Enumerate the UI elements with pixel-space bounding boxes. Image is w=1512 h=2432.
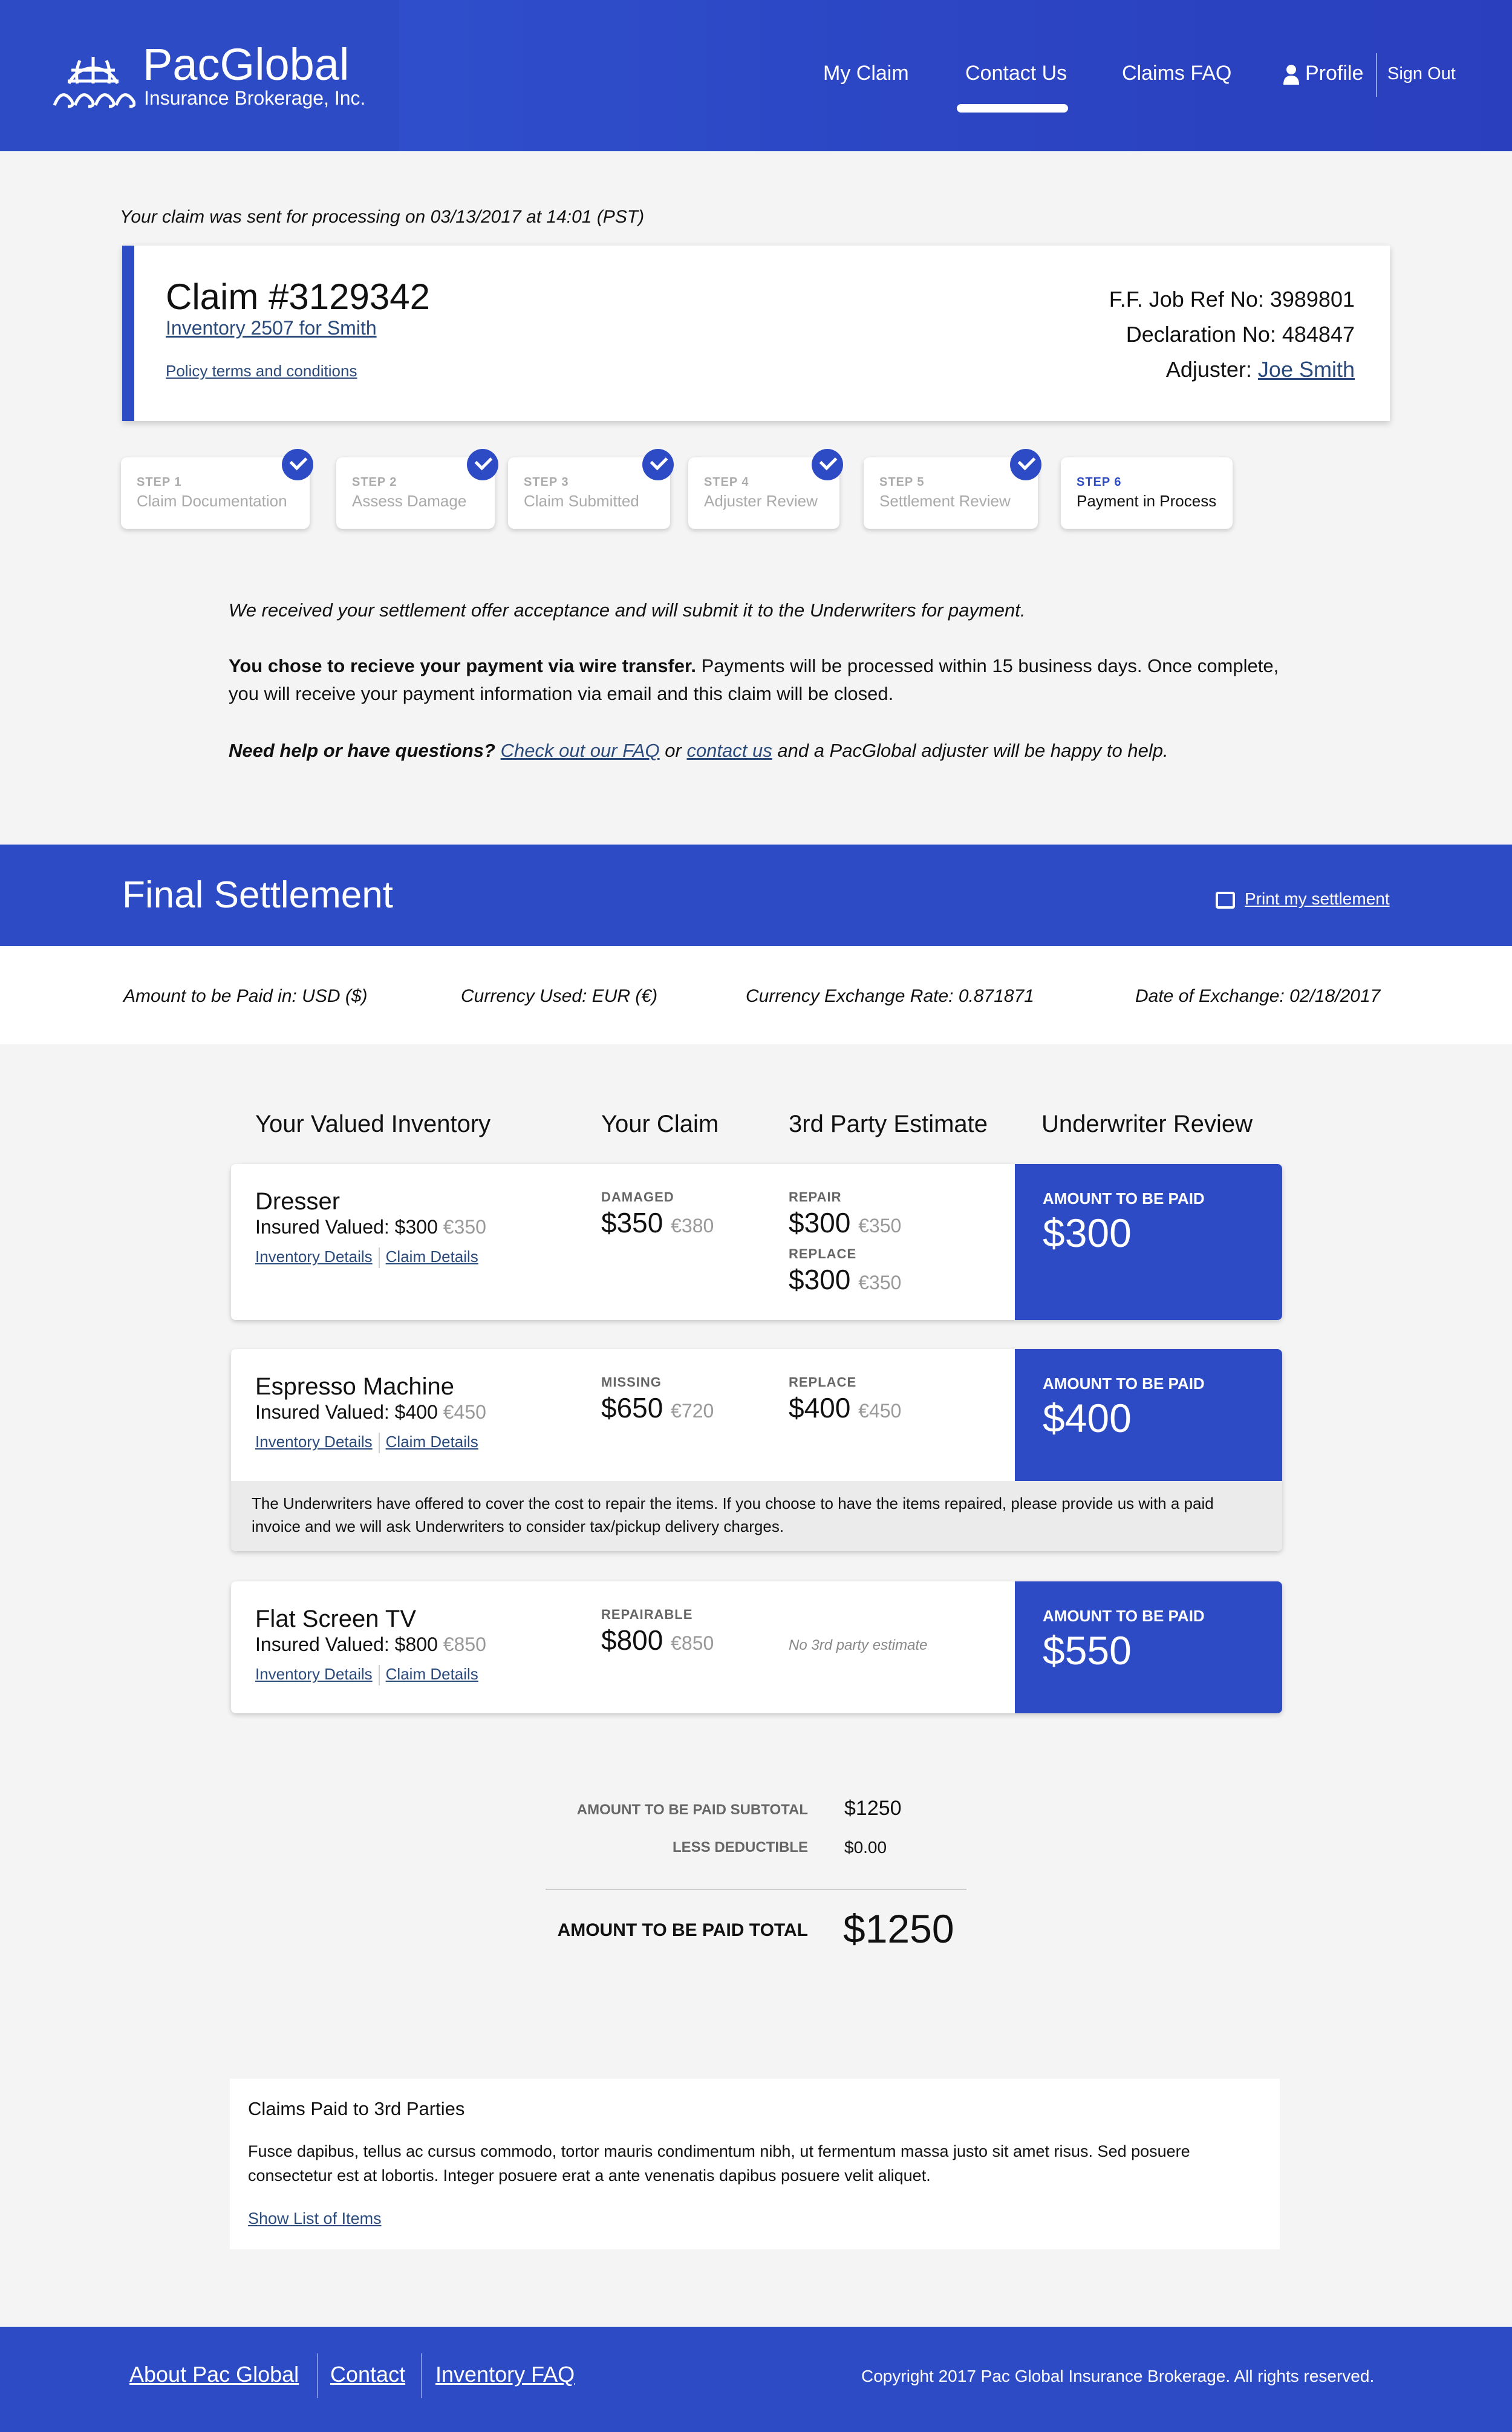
estimate-replace-value <box>789 1391 901 1424</box>
claim-usd: $800 <box>601 1624 663 1656</box>
job-ref-number: F.F. Job Ref No: 3989801 <box>1109 287 1355 312</box>
payment-method-bold: You chose to recieve your payment via wire transfer. <box>229 655 697 676</box>
deductible-value: $0.00 <box>844 1838 887 1857</box>
payment-method-message <box>229 652 1299 708</box>
col-underwriter-review: Underwriter Review <box>1041 1111 1253 1137</box>
footer-inventory-faq-link[interactable]: Inventory FAQ <box>435 2362 575 2387</box>
link-separator <box>379 1247 380 1268</box>
adjuster-link[interactable]: Joe Smith <box>1257 357 1355 382</box>
step-2[interactable] <box>336 457 495 529</box>
claim-usd: $650 <box>601 1392 663 1424</box>
step-label: Assess Damage <box>352 492 467 510</box>
contact-us-link[interactable]: contact us <box>686 740 772 761</box>
link-separator <box>379 1665 380 1685</box>
item-name: Espresso Machine <box>255 1373 455 1400</box>
link-separator <box>379 1433 380 1453</box>
nav-active-indicator <box>957 104 1068 113</box>
item-card-espresso-machine <box>231 1349 1282 1551</box>
step-number: STEP 3 <box>524 476 569 489</box>
print-settlement-link[interactable] <box>1216 889 1390 909</box>
amount-paid-value: $300 <box>1043 1211 1132 1255</box>
check-icon <box>282 449 313 480</box>
final-settlement-header <box>0 845 1512 946</box>
third-party-title: Claims Paid to 3rd Parties <box>248 2098 465 2119</box>
no-estimate-text: No 3rd party estimate <box>789 1637 928 1653</box>
estimate-repair-value <box>789 1206 901 1239</box>
total-value: $1250 <box>843 1906 954 1951</box>
underwriter-note: The Underwriters have offered to cover the cost to repair the items. If you choose to have the items repaired, please provide us with a paid invoice and we will ask Underwriters to consider tax/pickup delivery charges. <box>231 1481 1282 1551</box>
estimate-usd: $300 <box>789 1264 851 1295</box>
footer-copyright: Copyright 2017 Pac Global Insurance Brokerage. All rights reserved. <box>861 2367 1375 2385</box>
nav-sign-out[interactable]: Sign Out <box>1387 64 1456 83</box>
claim-eur: €380 <box>671 1215 714 1237</box>
insured-usd: $800 <box>394 1633 438 1655</box>
adjuster-line <box>1109 352 1355 387</box>
step-number: STEP 2 <box>352 476 397 489</box>
help-message <box>229 737 1299 765</box>
claim-details-link[interactable]: Claim Details <box>385 1247 478 1266</box>
insured-label: Insured Valued: <box>255 1216 395 1238</box>
final-settlement-title: Final Settlement <box>122 874 393 916</box>
deductible-label: LESS DEDUCTIBLE <box>672 1839 808 1855</box>
subtotal-value: $1250 <box>844 1797 902 1820</box>
estimate-usd: $400 <box>789 1392 851 1424</box>
item-links <box>255 1665 484 1685</box>
help-rest: and a PacGlobal adjuster will be happy to help. <box>772 740 1168 761</box>
adjuster-label: Adjuster: <box>1165 357 1258 382</box>
total-label: AMOUNT TO BE PAID TOTAL <box>557 1920 808 1940</box>
insured-value <box>255 1401 486 1424</box>
third-party-body: Fusce dapibus, tellus ac cursus commodo, tortor mauris condimentum nibh, ut fermentum massa justo sit amet risus. Sed posuere consectetur est at lobortis. Integer posuere erat a ante venenatis dapibus posuere velit aliquet. <box>248 2142 1190 2185</box>
insured-eur: €450 <box>443 1401 486 1423</box>
settlement-accepted-message: We received your settlement offer acceptance and will submit it to the Underwriters for payment. <box>229 600 1026 621</box>
amount-to-be-paid-panel <box>1015 1349 1282 1481</box>
step-6-current[interactable] <box>1061 457 1233 529</box>
claim-value <box>601 1391 714 1424</box>
totals-divider <box>546 1889 966 1890</box>
nav-my-claim[interactable]: My Claim <box>823 62 909 85</box>
item-links <box>255 1433 484 1453</box>
claim-details-link[interactable]: Claim Details <box>385 1433 478 1451</box>
estimate-usd: $300 <box>789 1207 851 1238</box>
inventory-details-link[interactable]: Inventory Details <box>255 1433 373 1451</box>
currency-used: Currency Used: EUR (€) <box>461 986 658 1006</box>
estimate-repair-label: REPAIR <box>789 1189 842 1205</box>
insured-label: Insured Valued: <box>255 1633 395 1655</box>
insured-eur: €350 <box>443 1216 486 1238</box>
claim-title: Claim #3129342 <box>166 276 430 317</box>
step-label: Settlement Review <box>879 492 1011 510</box>
step-label: Adjuster Review <box>704 492 818 510</box>
check-icon <box>812 449 843 480</box>
help-bold: Need help or have questions? <box>229 740 495 761</box>
policy-terms-link[interactable]: Policy terms and conditions <box>166 362 357 380</box>
step-number: STEP 1 <box>137 476 182 489</box>
estimate-replace-label: REPLACE <box>789 1375 857 1390</box>
amount-to-be-paid-panel <box>1015 1581 1282 1713</box>
payment-method-text: Payments will be processed within 15 business days. Once complete, you will receive your payment information via email and this claim will be closed. <box>229 655 1279 704</box>
print-settlement-label: Print my settlement <box>1245 889 1390 908</box>
exchange-date: Date of Exchange: 02/18/2017 <box>1135 986 1381 1006</box>
claim-summary-card <box>122 246 1390 421</box>
amount-paid-value: $550 <box>1043 1628 1132 1673</box>
item-card-dresser <box>231 1164 1282 1320</box>
item-card-flat-screen-tv <box>231 1581 1282 1713</box>
step-number: STEP 5 <box>879 476 925 489</box>
estimate-eur: €450 <box>858 1400 902 1422</box>
footer-divider <box>421 2353 422 2398</box>
exchange-rate: Currency Exchange Rate: 0.871871 <box>746 986 1034 1006</box>
third-party-claims-panel <box>230 2079 1280 2249</box>
col-valued-inventory: Your Valued Inventory <box>255 1111 491 1137</box>
step-number: STEP 6 <box>1077 476 1122 489</box>
globe-waves-logo-icon <box>51 46 135 113</box>
step-5[interactable] <box>864 457 1038 529</box>
amount-paid-label: AMOUNT TO BE PAID <box>1043 1375 1205 1393</box>
user-icon <box>1283 64 1300 85</box>
inventory-details-link[interactable]: Inventory Details <box>255 1665 373 1683</box>
claim-meta <box>1109 282 1355 387</box>
claim-usd: $350 <box>601 1207 663 1238</box>
estimate-eur: €350 <box>858 1272 902 1293</box>
claim-sent-status: Your claim was sent for processing on 03/13/2017 at 14:01 (PST) <box>120 207 645 227</box>
claim-details-link[interactable]: Claim Details <box>385 1665 478 1683</box>
amount-paid-value: $400 <box>1043 1396 1132 1440</box>
claim-eur: €720 <box>671 1400 714 1422</box>
item-name: Dresser <box>255 1188 341 1215</box>
claim-type-label: MISSING <box>601 1375 662 1390</box>
check-icon <box>467 449 498 480</box>
claim-progress-steps <box>121 457 1270 530</box>
estimate-replace-label: REPLACE <box>789 1246 857 1261</box>
footer-about-link[interactable]: About Pac Global <box>129 2362 299 2387</box>
nav-claims-faq[interactable]: Claims FAQ <box>1122 62 1232 85</box>
paid-in-currency: Amount to be Paid in: USD ($) <box>123 986 368 1006</box>
footer-divider <box>317 2353 318 2398</box>
item-links <box>255 1247 484 1268</box>
currency-info-bar <box>0 946 1512 1044</box>
insured-usd: $400 <box>394 1401 438 1423</box>
amount-paid-label: AMOUNT TO BE PAID <box>1043 1607 1205 1625</box>
claim-value <box>601 1206 714 1239</box>
claim-value <box>601 1624 714 1656</box>
check-icon <box>1010 449 1041 480</box>
insured-value <box>255 1633 486 1656</box>
col-third-party-estimate: 3rd Party Estimate <box>789 1111 988 1137</box>
inventory-details-link[interactable]: Inventory Details <box>255 1247 373 1266</box>
declaration-number: Declaration No: 484847 <box>1126 322 1355 347</box>
claim-type-label: REPAIRABLE <box>601 1607 693 1622</box>
help-or: or <box>659 740 687 761</box>
subtotal-label: AMOUNT TO BE PAID SUBTOTAL <box>576 1802 808 1818</box>
insured-eur: €850 <box>443 1633 486 1655</box>
estimate-replace-value <box>789 1263 901 1296</box>
claim-type-label: DAMAGED <box>601 1189 674 1205</box>
estimate-eur: €350 <box>858 1215 902 1237</box>
insured-usd: $300 <box>394 1216 438 1238</box>
amount-paid-label: AMOUNT TO BE PAID <box>1043 1189 1205 1208</box>
site-footer <box>0 2327 1512 2432</box>
check-icon <box>642 449 674 480</box>
step-label: Payment in Process <box>1077 492 1217 510</box>
nav-divider <box>1376 53 1377 97</box>
logo-block[interactable] <box>0 0 399 151</box>
brand-subtitle: Insurance Brokerage, Inc. <box>144 87 366 109</box>
show-items-link[interactable]: Show List of Items <box>248 2209 382 2228</box>
step-label: Claim Submitted <box>524 492 639 510</box>
footer-contact-link[interactable]: Contact <box>330 2362 406 2387</box>
step-1[interactable] <box>121 457 310 529</box>
printer-icon <box>1216 892 1235 909</box>
insured-value <box>255 1216 486 1238</box>
nav-contact-us[interactable]: Contact Us <box>965 62 1067 85</box>
nav-profile[interactable]: Profile <box>1305 62 1364 85</box>
faq-link[interactable]: Check out our FAQ <box>500 740 660 761</box>
item-name: Flat Screen TV <box>255 1606 417 1632</box>
site-header <box>0 0 1512 151</box>
step-3[interactable] <box>508 457 670 529</box>
insured-label: Insured Valued: <box>255 1401 395 1423</box>
step-label: Claim Documentation <box>137 492 287 510</box>
step-number: STEP 4 <box>704 476 749 489</box>
col-your-claim: Your Claim <box>601 1111 719 1137</box>
amount-to-be-paid-panel <box>1015 1164 1282 1320</box>
brand-name: PacGlobal <box>143 39 350 90</box>
step-4[interactable] <box>688 457 839 529</box>
claim-eur: €850 <box>671 1632 714 1654</box>
inventory-link[interactable]: Inventory 2507 for Smith <box>166 317 377 339</box>
